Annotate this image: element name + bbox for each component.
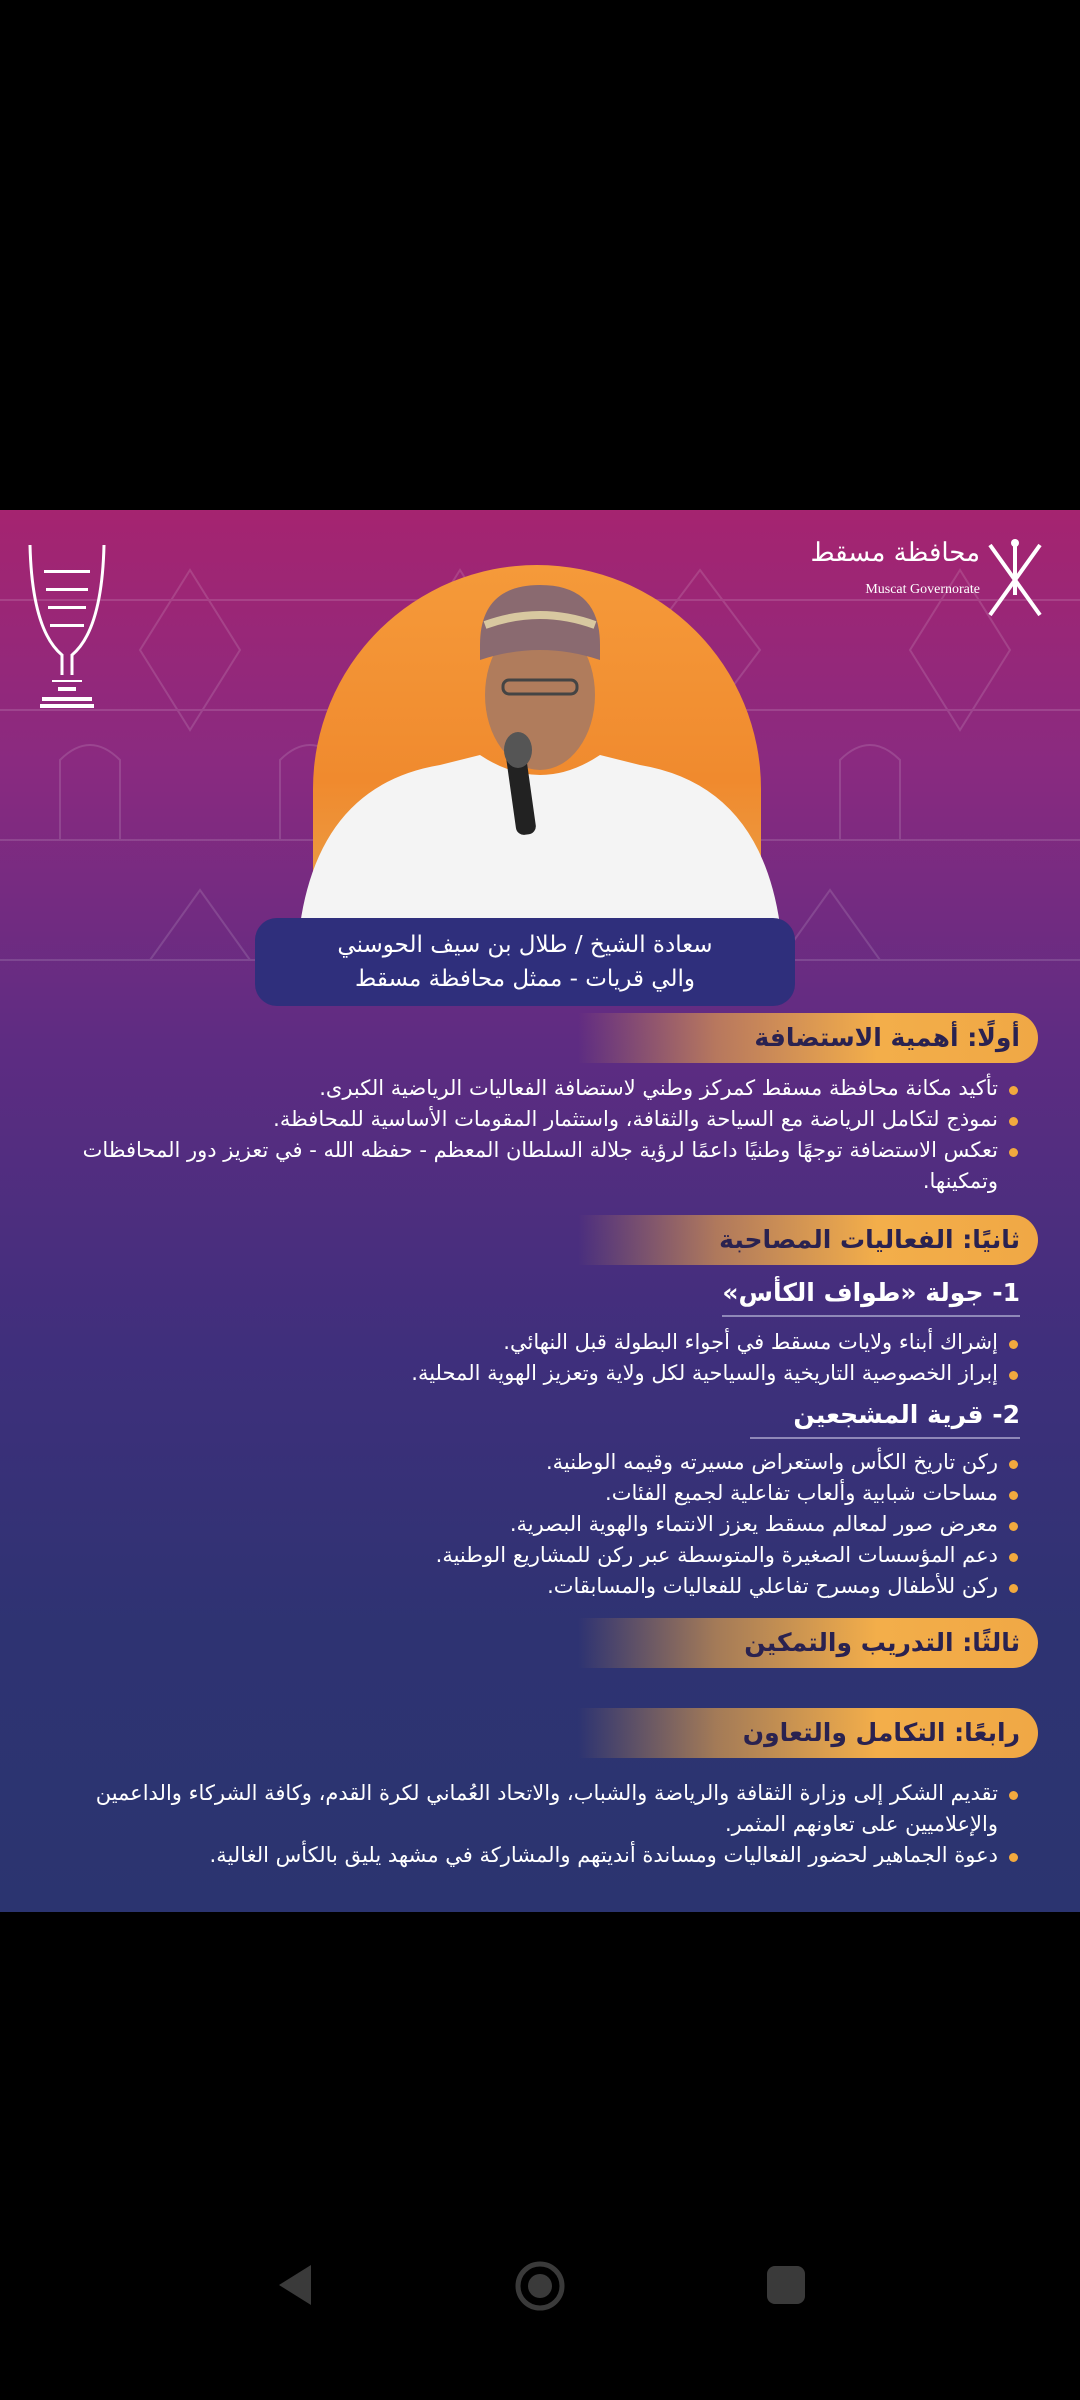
poster-content <box>40 1013 1038 1871</box>
list-item: معرض صور لمعالم مسقط يعزز الانتماء والهوية البصرية. <box>50 1509 1020 1540</box>
subheading-cup-tour: 1- جولة «طواف الكأس» <box>722 1277 1020 1317</box>
cooperation-list <box>50 1778 1020 1871</box>
list-item: نموذج لتكامل الرياضة مع السياحة والثقافة، واستثمار المقومات الأساسية للمحافظة. <box>50 1104 1020 1135</box>
list-item: تأكيد مكانة محافظة مسقط كمركز وطني لاستضافة الفعاليات الرياضية الكبرى. <box>50 1073 1020 1104</box>
section-header-cooperation: رابعًا: التكامل والتعاون <box>578 1708 1038 1758</box>
android-navigation-bar <box>0 2230 1080 2340</box>
subheading-fan-village: 2- قرية المشجعين <box>750 1399 1020 1439</box>
muscat-governorate-logo <box>800 535 1060 615</box>
oman-emblem-icon <box>980 535 1050 625</box>
speaker-title: سعادة الشيخ / طلال بن سيف الحوسني <box>337 932 713 958</box>
speaker-photo <box>300 565 780 925</box>
speaker-name-box <box>255 918 795 1006</box>
muscat-logo-arabic: محافظة مسقط <box>810 538 980 568</box>
section-header-importance: أولًا: أهمية الاستضافة <box>578 1013 1038 1063</box>
list-item: مساحات شبابية وألعاب تفاعلية لجميع الفئات. <box>50 1478 1020 1509</box>
list-item: تقديم الشكر إلى وزارة الثقافة والرياضة والشباب، والاتحاد العُماني لكرة القدم، وكافة الشركاء والداعمين والإعلاميين على تعاونهم المثمر. <box>50 1778 1020 1840</box>
home-icon[interactable] <box>514 2260 566 2312</box>
muscat-logo-english: Muscat Governorate <box>865 582 980 597</box>
section-header-training: ثالثًا: التدريب والتمكين <box>578 1618 1038 1668</box>
fan-village-list <box>50 1447 1020 1602</box>
announcement-image <box>0 510 1080 1912</box>
cup-tour-list <box>50 1327 1020 1389</box>
recents-icon[interactable] <box>765 2264 807 2306</box>
speaker-role: والي قريات - ممثل محافظة مسقط <box>355 966 695 992</box>
list-item: تعكس الاستضافة توجهًا وطنيًا داعمًا لرؤية جلالة السلطان المعظم - حفظه الله - في تعزيز دور المحافظات وتمكينها. <box>50 1135 1020 1197</box>
back-icon[interactable] <box>275 2262 315 2308</box>
list-item: دعوة الجماهير لحضور الفعاليات ومساندة أنديتهم والمشاركة في مشهد يليق بالكأس الغالية. <box>50 1840 1020 1871</box>
section-header-activities: ثانيًا: الفعاليات المصاحبة <box>578 1215 1038 1265</box>
importance-list <box>50 1073 1020 1197</box>
list-item: إشراك أبناء ولايات مسقط في أجواء البطولة قبل النهائي. <box>50 1327 1020 1358</box>
list-item: دعم المؤسسات الصغيرة والمتوسطة عبر ركن للمشاريع الوطنية. <box>50 1540 1020 1571</box>
his-majestys-cup-logo <box>22 540 112 710</box>
list-item: ركن تاريخ الكأس واستعراض مسيرته وقيمه الوطنية. <box>50 1447 1020 1478</box>
list-item: ركن للأطفال ومسرح تفاعلي للفعاليات والمسابقات. <box>50 1571 1020 1602</box>
list-item: إبراز الخصوصية التاريخية والسياحية لكل ولاية وتعزيز الهوية المحلية. <box>50 1358 1020 1389</box>
